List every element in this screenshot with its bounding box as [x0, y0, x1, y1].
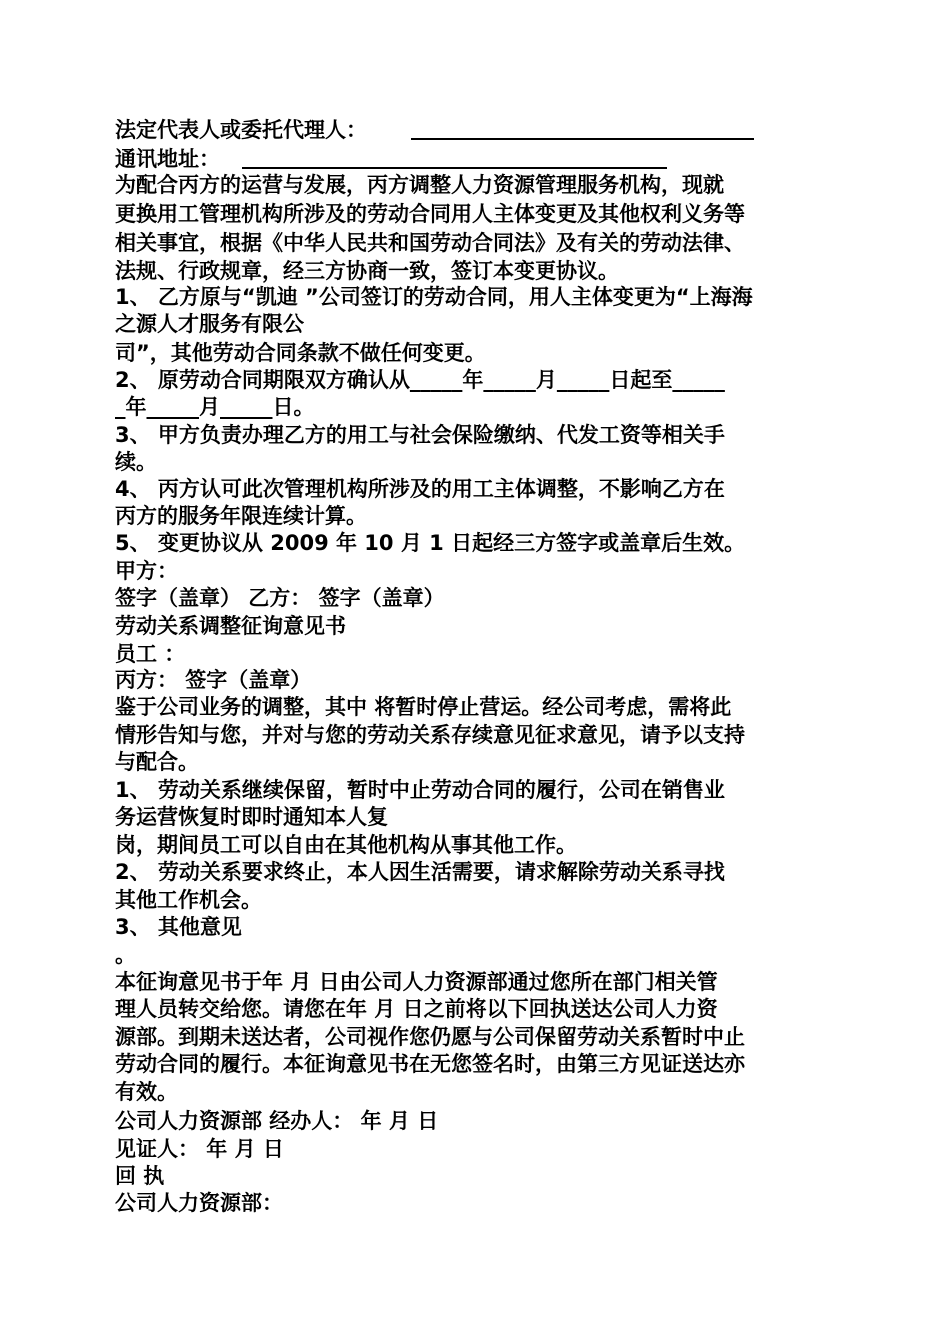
- text-line: 岗，期间员工可以自由在其他机构从事其他工作。: [115, 833, 577, 857]
- text-line: 丙方的服务年限连续计算。: [115, 504, 367, 528]
- text-line: 1、 乙方原与“凯迪 ”公司签订的劳动合同，用人主体变更为“上海海: [115, 285, 753, 309]
- text-line: 更换用工管理机构所涉及的劳动合同用人主体变更及其他权利义务等: [115, 202, 745, 226]
- text-line: 为配合丙方的运营与发展，丙方调整人力资源管理服务机构，现就: [115, 173, 724, 197]
- text-line: 。: [115, 943, 136, 967]
- text-line: 5、 变更协议从 2009 年 10 月 1 日起经三方签字或盖章后生效。: [115, 531, 746, 555]
- text-line: 情形告知与您，并对与您的劳动关系存续意见征求意见，请予以支持: [115, 723, 745, 747]
- blank-underline: [242, 167, 667, 169]
- text-line: 员工 ：: [115, 642, 186, 666]
- text-line: 1、 劳动关系继续保留，暂时中止劳动合同的履行，公司在销售业: [115, 778, 725, 802]
- text-line: 法规、行政规章，经三方协商一致，签订本变更协议。: [115, 259, 619, 283]
- text-line: 劳动合同的履行。本征询意见书在无您签名时，由第三方见证送达亦: [115, 1052, 745, 1076]
- text-line: 3、 甲方负责办理乙方的用工与社会保险缴纳、代发工资等相关手: [115, 423, 725, 447]
- text-line: 公司人力资源部 经办人： 年 月 日: [115, 1109, 439, 1133]
- text-line: 之源人才服务有限公: [115, 312, 304, 336]
- text-line: 通讯地址：: [115, 147, 220, 171]
- text-line: 4、 丙方认可此次管理机构所涉及的用工主体调整，不影响乙方在: [115, 477, 725, 501]
- text-line: 2、 劳动关系要求终止，本人因生活需要，请求解除劳动关系寻找: [115, 860, 725, 884]
- text-line: 鉴于公司业务的调整，其中 将暂时停止营运。经公司考虑，需将此: [115, 695, 732, 719]
- text-line: 有效。: [115, 1080, 178, 1104]
- text-line: 其他工作机会。: [115, 888, 262, 912]
- text-line: 理人员转交给您。请您在年 月 日之前将以下回执送达公司人力资: [115, 997, 718, 1021]
- text-line: 甲方：: [115, 559, 178, 583]
- text-line: 签字（盖章） 乙方： 签字（盖章）: [115, 586, 445, 610]
- text-line: 劳动关系调整征询意见书: [115, 614, 346, 638]
- text-line: 司”，其他劳动合同条款不做任何变更。: [115, 341, 486, 365]
- blank-underline: [411, 138, 754, 140]
- text-line: 丙方： 签字（盖章）: [115, 668, 312, 692]
- text-line: 续。: [115, 450, 157, 474]
- text-line: 法定代表人或委托代理人：: [115, 118, 367, 142]
- text-line: 见证人： 年 月 日: [115, 1137, 284, 1161]
- text-line: 务运营恢复时即时通知本人复: [115, 805, 388, 829]
- text-line: 3、 其他意见: [115, 915, 242, 939]
- text-line: 本征询意见书于年 月 日由公司人力资源部通过您所在部门相关管: [115, 970, 718, 994]
- text-line: 源部。到期未送达者，公司视作您仍愿与公司保留劳动关系暂时中止: [115, 1025, 745, 1049]
- text-line: 与配合。: [115, 750, 199, 774]
- text-line: 回 执: [115, 1164, 165, 1188]
- text-line: _年_____月_____日。: [115, 395, 315, 419]
- text-line: 2、 原劳动合同期限双方确认从_____年_____月_____日起至_____: [115, 368, 725, 392]
- text-line: 相关事宜，根据《中华人民共和国劳动合同法》及有关的劳动法律、: [115, 231, 745, 255]
- text-line: 公司人力资源部：: [115, 1191, 283, 1215]
